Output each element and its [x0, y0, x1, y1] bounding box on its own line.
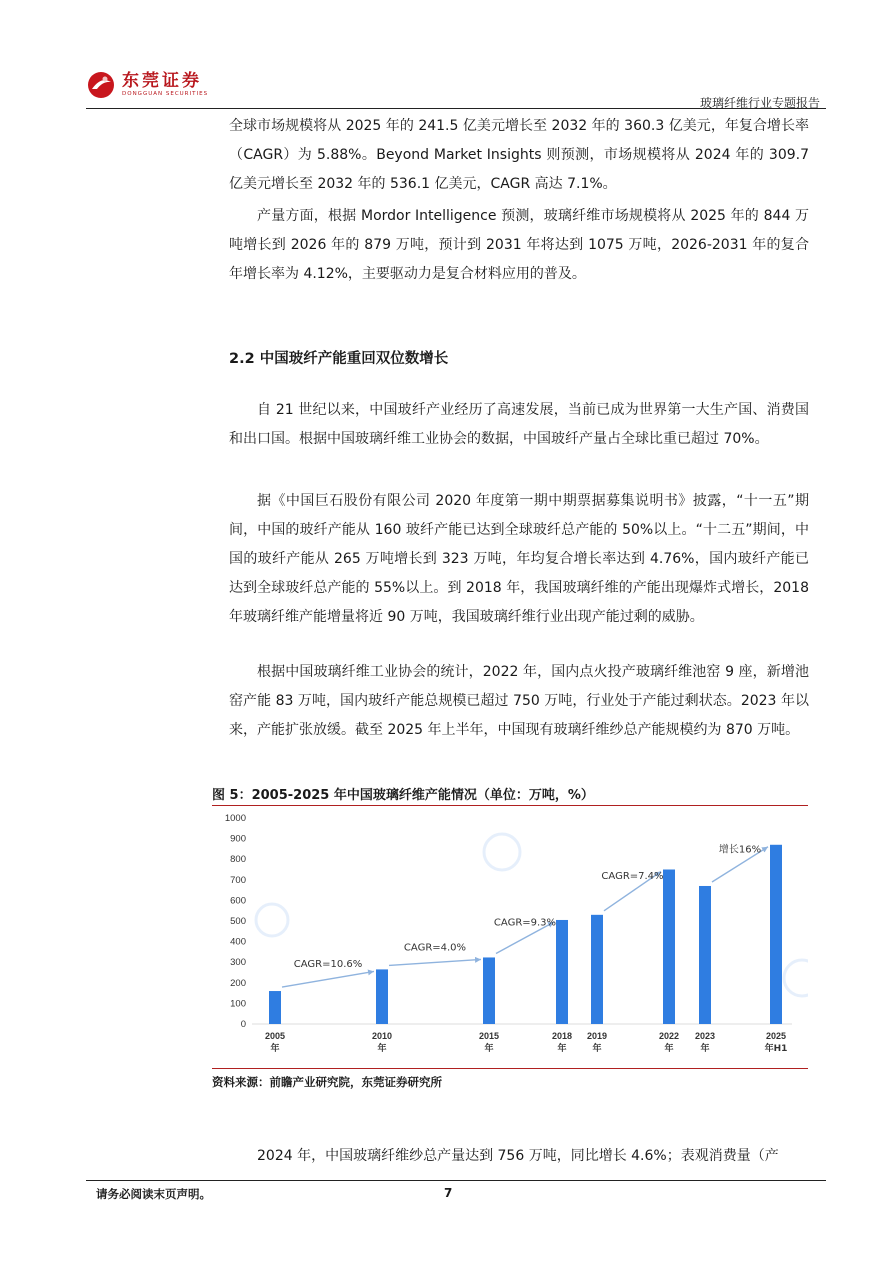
y-tick-label: 300 [230, 957, 246, 969]
paragraph-production-2024: 2024 年，中国玻璃纤维纱总产量达到 756 万吨，同比增长 4.6%；表观消费量（产 [257, 1148, 779, 1164]
y-tick-label: 500 [230, 916, 246, 927]
paragraph-capacity-2022: 根据中国玻璃纤维工业协会的统计，2022 年，国内点火投产玻璃纤维池窑 9 座，新增池窑产能 83 万吨，国内玻纤产能总规模已超过 750 万吨，行业处于产能过剩状态。2023 年以来，产能扩张放缓。截至 2025 年上半年，中国现有玻璃纤维纱总产能规模约为 870 万吨。 [229, 664, 809, 738]
page-number: 7 [444, 1186, 453, 1200]
cagr-label: CAGR=4.0% [403, 942, 467, 954]
logo-name-cn: 东莞证券 [122, 71, 202, 91]
cagr-label: CAGR=10.6% [293, 959, 363, 971]
bar-2022 [663, 870, 675, 1025]
company-logo-icon [86, 70, 116, 100]
x-tick-label-suffix: 年 [592, 1044, 602, 1054]
y-tick-label: 200 [230, 977, 246, 989]
x-tick-label-year: 2018 [551, 1031, 573, 1041]
x-tick-label-suffix: 年 [664, 1044, 674, 1054]
header-divider [86, 108, 826, 109]
bar-2025 [770, 845, 782, 1024]
y-tick-label: 900 [230, 833, 246, 845]
x-tick-label-year: 2015 [478, 1031, 500, 1041]
bar-2019 [591, 915, 603, 1024]
x-tick-label-suffix: 年 [557, 1044, 567, 1054]
paragraph-market-size: 全球市场规模将从 2025 年的 241.5 亿美元增长至 2032 年的 360.3 亿美元，年复合增长率（CAGR）为 5.88%。Beyond Market Insights 则预测，市场规模将从 2024 年的 309.7 亿美元增长至 2032 年的 536.1 亿美元，CAGR 高达 7.1%。 [229, 118, 809, 192]
y-tick-label: 800 [230, 854, 246, 866]
y-tick-label: 400 [230, 936, 246, 948]
capacity-bar-chart [212, 808, 808, 1066]
growth-arrow [282, 971, 374, 987]
cagr-label: CAGR=9.3% [493, 917, 557, 929]
paragraph-production: 产量方面，根据 Mordor Intelligence 预测，玻璃纤维市场规模将从 2025 年的 844 万吨增长到 2026 年的 879 万吨，预计到 2031 年将达到 1075 万吨，2026-2031 年的复合年增长率为 4.12%，主要驱动力是复合材料应用的普及。 [229, 208, 809, 282]
x-tick-label-suffix: 年 [270, 1044, 280, 1054]
bar-2005 [269, 991, 281, 1024]
figure-source: 资料来源：前瞻产业研究院，东莞证券研究所 [212, 1075, 442, 1089]
x-tick-label-suffix: 年 [377, 1044, 387, 1054]
figure-bottom-rule [212, 1068, 808, 1069]
bar-2018 [556, 920, 568, 1024]
y-tick-label: 700 [230, 874, 246, 886]
x-tick-label-suffix: 年 [700, 1044, 710, 1054]
y-tick-label: 0 [240, 1019, 246, 1030]
footer-divider [86, 1180, 826, 1181]
figure-top-rule [212, 805, 808, 806]
bar-2023 [699, 886, 711, 1024]
cagr-label: CAGR=7.4% [601, 871, 664, 883]
x-tick-label-year: 2019 [586, 1031, 608, 1041]
cagr-label: 增长16% [718, 844, 762, 856]
bar-2010 [376, 969, 388, 1024]
report-title: 玻璃纤维行业专题报告 [699, 96, 820, 110]
x-tick-label-year: 2025 [765, 1031, 787, 1041]
x-tick-label-year: 2005 [264, 1031, 286, 1041]
x-tick-label-year: 2010 [371, 1031, 393, 1041]
growth-arrow [389, 959, 481, 965]
logo-name-en: DONGGUAN SECURITIES [122, 91, 209, 97]
watermark [256, 834, 808, 996]
y-tick-label: 600 [230, 895, 246, 907]
bar-2015 [483, 957, 495, 1024]
footer-disclaimer: 请务必阅读末页声明。 [96, 1187, 211, 1201]
x-tick-label-year: 2022 [658, 1031, 680, 1041]
figure-caption: 图 5：2005-2025 年中国玻璃纤维产能情况（单位：万吨，%） [212, 788, 594, 803]
section-heading: 2.2 中国玻纤产能重回双位数增长 [229, 351, 449, 367]
paragraph-china-industry: 自 21 世纪以来，中国玻纤产业经历了高速发展，当前已成为世界第一大生产国、消费国和出口国。根据中国玻璃纤维工业协会的数据，中国玻纤产量占全球比重已超过 70%。 [229, 402, 809, 447]
paragraph-capacity-history: 据《中国巨石股份有限公司 2020 年度第一期中期票据募集说明书》披露，“十一五”期间，中国的玻纤产能从 160 玻纤产能已达到全球玻纤总产能的 50%以上。“十二五”期间，中国的玻纤产能从 265 万吨增长到 323 万吨，年均复合增长率达到 4.76%，国内玻纤产能已达到全球玻纤总产能的 55%以上。到 2018 年，我国玻璃纤维的产能出现爆炸式增长，2018 年玻璃纤维产能增量将近 90 万吨，我国玻璃纤维行业出现产能过剩的威胁。 [229, 493, 809, 625]
y-tick-label: 100 [230, 998, 246, 1010]
logo [86, 70, 208, 100]
x-tick-label-year: 2023 [694, 1031, 716, 1041]
x-tick-label-suffix: 年H1 [764, 1044, 788, 1054]
x-tick-label-suffix: 年 [484, 1044, 494, 1054]
y-tick-label: 1000 [224, 813, 246, 824]
